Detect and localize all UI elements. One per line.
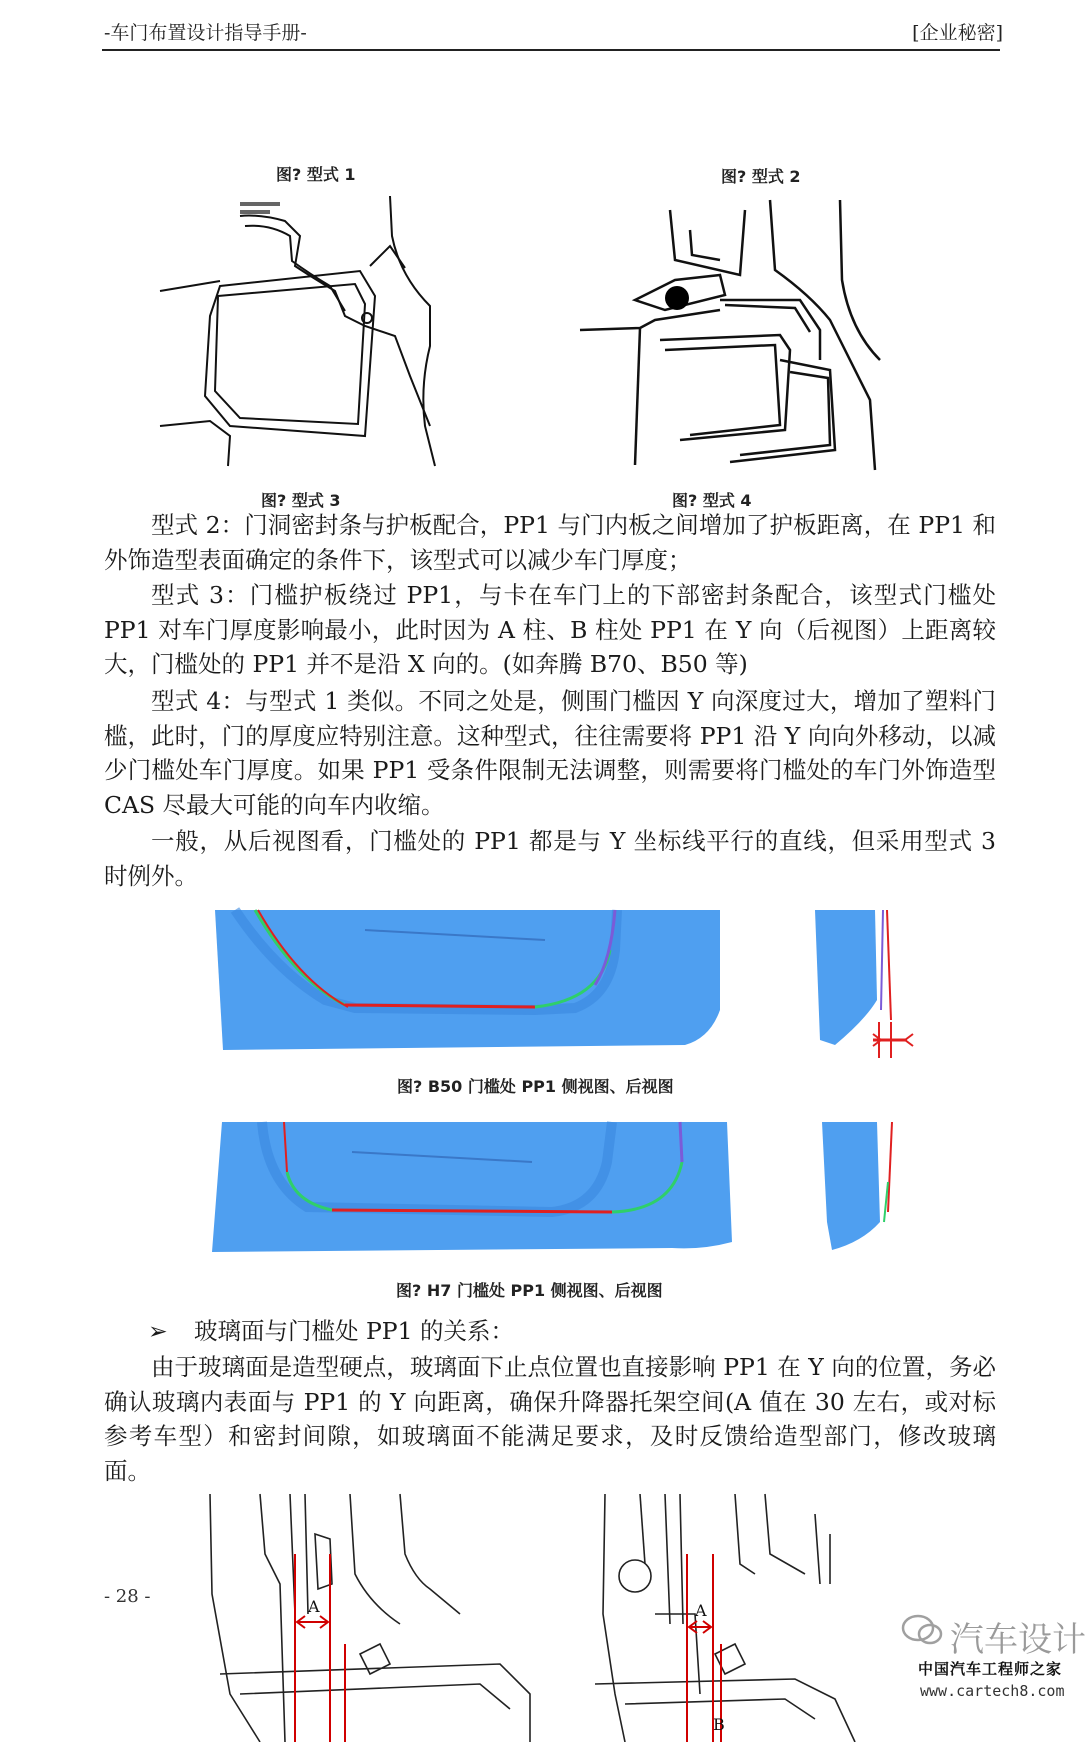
header-confidential: [企业秘密] [912,22,1003,44]
figure-caption-b50: 图? B50 门槛处 PP1 侧视图、后视图 [397,1077,674,1096]
figure-caption-type3: 图? 型式 3 [261,491,341,510]
figure-caption-type2: 图? 型式 2 [721,167,801,186]
figure-type3-drawing [160,196,460,466]
figure-h7-rear-view [822,1122,902,1262]
figure-glass-left-drawing [200,1494,540,1742]
bullet-heading [148,1314,514,1349]
watermark-brand: 汽车设计 [950,1620,1086,1660]
chat-bubble-icon [900,1612,944,1648]
paragraph-type3: 型式 3：门槛护板绕过 PP1，与卡在车门上的下部密封条配合，该型式门槛处 PP1 对车门厚度影响最小，此时因为 A 柱、B 柱处 PP1 在 Y 向（后视图）上距离较大，门槛处的 PP1 并不是沿 X 向的。(如奔腾 B70、B50 等) [104,581,996,678]
header-title: -车门布置设计指导手册- [104,22,307,44]
dimension-a-label-left: A [308,1597,320,1616]
figure-b50-rear-view [815,910,915,1060]
figure-caption-h7: 图? H7 门槛处 PP1 侧视图、后视图 [396,1281,663,1300]
paragraph-type4: 型式 4：与型式 1 类似。不同之处是，侧围门槛因 Y 向深度过大，增加了塑料门槛，此时，门的厚度应特别注意。这种型式，往往需要将 PP1 沿 Y 向向外移动，以减少门槛处车门厚度。如果 PP1 受条件限制无法调整，则需要将门槛处的车门外饰造型 CAS 尽最大可能的向车内收缩。 [104,687,996,819]
dimension-a-label-right: A [695,1601,707,1620]
watermark-site-name: 中国汽车工程师之家 [918,1660,1063,1678]
figure-h7-side-view [212,1122,732,1252]
paragraph-general: 一般，从后视图看，门槛处的 PP1 都是与 Y 坐标线平行的直线，但采用型式 3 时例外。 [104,827,996,890]
paragraph-type2: 型式 2：门洞密封条与护板配合，PP1 与门内板之间增加了护板距离，在 PP1 和外饰造型表面确定的条件下，该型式可以减少车门厚度； [104,511,996,574]
figure-glass-right-drawing [595,1494,875,1742]
figure-type4-drawing [580,200,880,470]
paragraph-glass: 由于玻璃面是造型硬点，玻璃面下止点位置也直接影响 PP1 在 Y 向的位置，务必确认玻璃内表面与 PP1 的 Y 向距离，确保升降器托架空间(A 值在 30 左右，或对标参考车型）和密封间隙，如玻璃面不能满足要求，及时反馈给造型部门，修改玻璃面。 [104,1353,996,1485]
header-rule [102,49,1000,51]
bullet-arrow-icon: ➢ [148,1317,168,1345]
figure-caption-type4: 图? 型式 4 [672,491,752,510]
bullet-text: 玻璃面与门槛处 PP1 的关系： [194,1317,515,1345]
dimension-b-label: B [713,1715,725,1734]
figure-caption-type1: 图? 型式 1 [276,165,356,184]
page-number: - 28 - [104,1586,151,1607]
watermark-url: www.cartech8.com [920,1682,1065,1700]
figure-b50-side-view [215,910,725,1050]
